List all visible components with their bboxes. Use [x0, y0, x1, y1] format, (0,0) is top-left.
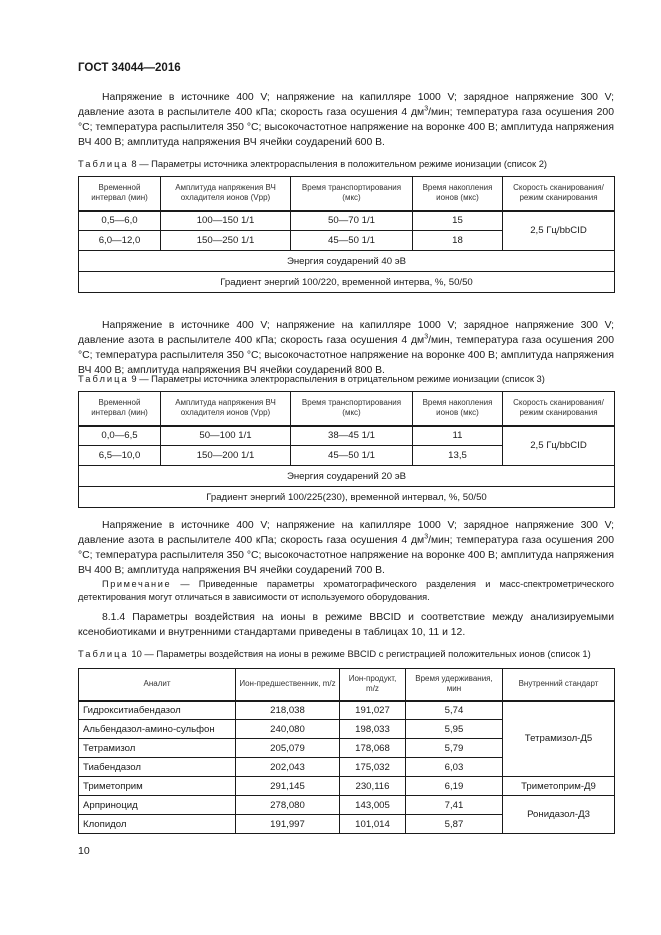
table-row	[79, 211, 615, 231]
cell: 50—100 1/1	[161, 426, 291, 446]
cell: 6,0—12,0	[79, 231, 161, 251]
cell: 175,032	[340, 758, 406, 777]
cell: 18	[413, 231, 503, 251]
cell: 0,5—6,0	[79, 211, 161, 231]
cell: 5,87	[406, 815, 503, 834]
table-title: 8 — Параметры источника электрораспыления в положительном режиме ионизации (список 2)	[128, 158, 548, 169]
cell: 11	[413, 426, 503, 446]
paragraph-text: Напряжение в источнике 400 V; напряжение на капилляре 1000 V; зарядное напряжение 300 V; давление азота в распылителе 400 кПа; скорость газа осушения 4 дм	[78, 520, 614, 546]
header-cell: Время транспортирования (мкс)	[291, 392, 413, 426]
table-title: 9 — Параметры источника электрораспыления в отрицательном режиме ионизации (список 3)	[128, 373, 545, 384]
cell: 150—200 1/1	[161, 446, 291, 466]
note-text: — Приведенные параметры хроматографического разделения и масс-спектрометрического детектирования могут отличаться в зависимости от используемого оборудования.	[78, 579, 614, 602]
table-row	[79, 466, 615, 487]
paragraph-8-1-4: 8.1.4 Параметры воздействия на ионы в режиме BBCID и соответствие между анализируемыми ксенобиотиками и внутренними стандартами приведены в таблицах 10, 11 и 12.	[78, 612, 614, 638]
cell: 278,080	[236, 796, 340, 815]
paragraph-params-3	[78, 518, 614, 578]
table-row	[79, 251, 615, 272]
table-title: 10 — Параметры воздействия на ионы в режиме BBCID с регистрацией положительных ионов (список 1)	[128, 648, 591, 659]
cell: 7,41	[406, 796, 503, 815]
paragraph-text: Напряжение в источнике 400 V; напряжение на капилляре 1000 V; зарядное напряжение 300 V; давление азота в распылителе 400 кПа; скорость газа осушения 4 дм	[78, 92, 614, 118]
header-cell: Внутренний стандарт	[503, 669, 615, 701]
table-10-caption	[78, 648, 591, 659]
header-cell: Аналит	[79, 669, 236, 701]
cell: 6,5—10,0	[79, 446, 161, 466]
cell: 100—150 1/1	[161, 211, 291, 231]
scan-rate-cell: 2,5 Гц/bbCID	[503, 211, 615, 251]
gradient-cell: Градиент энергий 100/225(230), временной интервал, %, 50/50	[79, 487, 615, 508]
table-8	[78, 176, 615, 293]
table-label: Таблица	[78, 373, 129, 384]
header-cell: Амплитуда напряжения ВЧ охладителя ионов (Vpp)	[161, 177, 291, 211]
cell: 15	[413, 211, 503, 231]
analyte-cell: Арприноцид	[79, 796, 236, 815]
cell: 205,079	[236, 739, 340, 758]
cell: 202,043	[236, 758, 340, 777]
analyte-cell: Клопидол	[79, 815, 236, 834]
cell: 178,068	[340, 739, 406, 758]
analyte-cell: Триметоприм	[79, 777, 236, 796]
header-cell: Ион-предшественник, m/z	[236, 669, 340, 701]
table-row	[79, 701, 615, 720]
table-header-row	[79, 177, 615, 211]
standard-header: ГОСТ 34044—2016	[78, 62, 181, 74]
header-cell: Время накопления ионов (мкс)	[413, 392, 503, 426]
header-cell: Скорость сканирования/ режим сканирования	[503, 392, 615, 426]
cell: 50—70 1/1	[291, 211, 413, 231]
cell: 191,027	[340, 701, 406, 720]
cell: 191,997	[236, 815, 340, 834]
energy-cell: Энергия соударений 20 эВ	[79, 466, 615, 487]
table-row	[79, 777, 615, 796]
header-cell: Время транспортирования (мкс)	[291, 177, 413, 211]
superscript: 3	[424, 533, 429, 541]
cell: 198,033	[340, 720, 406, 739]
cell: 150—250 1/1	[161, 231, 291, 251]
cell: 291,145	[236, 777, 340, 796]
table-row	[79, 272, 615, 293]
note	[78, 578, 614, 604]
cell: 45—50 1/1	[291, 446, 413, 466]
cell: 5,79	[406, 739, 503, 758]
cell: 101,014	[340, 815, 406, 834]
cell: 230,116	[340, 777, 406, 796]
paragraph-text: /мин; температура газа осушения 200 °С; температура распылителя 350 °С; высокочастотное напряжение на воронке 400 В; амплитуда напряжения ВЧ 400 В; амплитуда напряжения ВЧ ячейки соударений 600 В.	[78, 107, 614, 148]
paragraph-text: /мин; температура газа осушения 200 °С; температура распылителя 350 °С; высокочастотное напряжение на воронке 400 В; амплитуда напряжения ВЧ 400 В; амплитуда напряжения ВЧ ячейки соударений 700 В.	[78, 535, 614, 576]
header-cell: Временной интервал (мин)	[79, 392, 161, 426]
table-header-row	[79, 669, 615, 701]
table-9-caption	[78, 373, 545, 384]
cell: 240,080	[236, 720, 340, 739]
header-cell: Временной интервал (мин)	[79, 177, 161, 211]
superscript: 3	[424, 333, 429, 341]
analyte-cell: Альбендазол-амино-сульфон	[79, 720, 236, 739]
standard-cell: Тетрамизол-Д5	[503, 701, 615, 777]
cell: 6,03	[406, 758, 503, 777]
table-8-caption	[78, 158, 547, 169]
cell: 5,95	[406, 720, 503, 739]
gradient-cell: Градиент энергий 100/220, временной интерва, %, 50/50	[79, 272, 615, 293]
table-row	[79, 796, 615, 815]
table-header-row	[79, 392, 615, 426]
header-cell: Скорость сканирования/ режим сканирования	[503, 177, 615, 211]
superscript: 3	[424, 105, 429, 113]
cell: 143,005	[340, 796, 406, 815]
energy-cell: Энергия соударений 40 эВ	[79, 251, 615, 272]
table-row	[79, 487, 615, 508]
standard-cell: Ронидазол-Д3	[503, 796, 615, 834]
header-cell: Амплитуда напряжения ВЧ охладителя ионов (Vpp)	[161, 392, 291, 426]
page-number: 10	[78, 845, 90, 857]
cell: 0,0—6,5	[79, 426, 161, 446]
paragraph-text: /мин, температура газа осушения 200 °С; температура распылителя 350 °С; высокочастотное напряжение на воронке 400 В; амплитуда напряжения ВЧ 400 В; амплитуда напряжения ВЧ ячейки соударений 800 В.	[78, 335, 614, 376]
cell: 5,74	[406, 701, 503, 720]
table-row	[79, 426, 615, 446]
scan-rate-cell: 2,5 Гц/bbCID	[503, 426, 615, 466]
note-label: Примечание	[102, 579, 172, 589]
header-cell: Время удерживания, мин	[406, 669, 503, 701]
analyte-cell: Гидрокситиабендазол	[79, 701, 236, 720]
header-cell: Ион-продукт, m/z	[340, 669, 406, 701]
cell: 6,19	[406, 777, 503, 796]
table-label: Таблица	[78, 648, 129, 659]
paragraph-params-2	[78, 318, 614, 378]
analyte-cell: Тиабендазол	[79, 758, 236, 777]
cell: 218,038	[236, 701, 340, 720]
analyte-cell: Тетрамизол	[79, 739, 236, 758]
cell: 45—50 1/1	[291, 231, 413, 251]
header-cell: Время накопления ионов (мкс)	[413, 177, 503, 211]
cell: 13,5	[413, 446, 503, 466]
table-10	[78, 668, 615, 834]
standard-cell: Триметоприм-Д9	[503, 777, 615, 796]
table-label: Таблица	[78, 158, 129, 169]
paragraph-text: Напряжение в источнике 400 V; напряжение на капилляре 1000 V; зарядное напряжение 300 V; давление азота в распылителе 400 кПа; скорость газа осушения 4 дм	[78, 320, 614, 346]
cell: 38—45 1/1	[291, 426, 413, 446]
table-9	[78, 391, 615, 508]
paragraph-params-1	[78, 90, 614, 150]
